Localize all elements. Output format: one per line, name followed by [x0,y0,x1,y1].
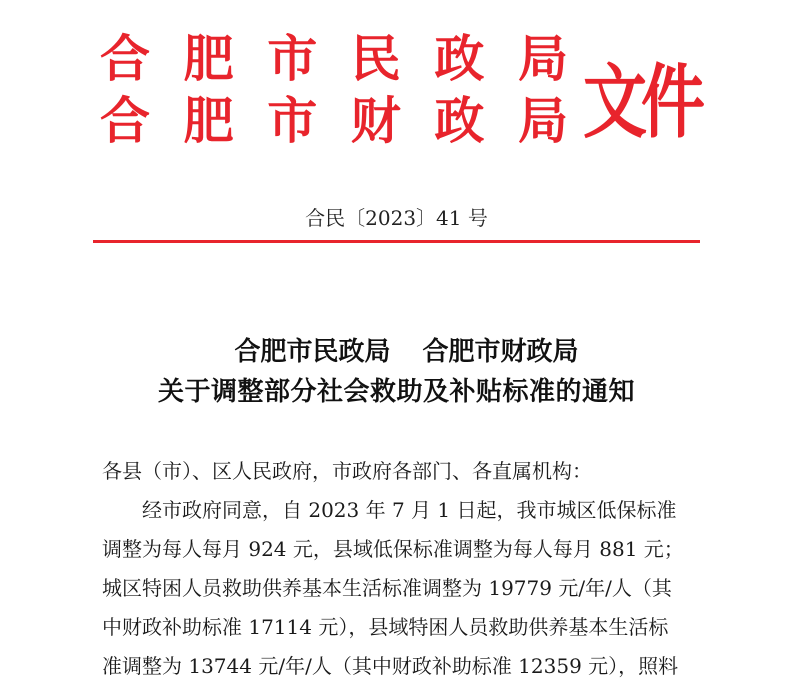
issuer-char: 民 [350,29,401,88]
body-paragraph-line: 调整为每人每月 924 元，县域低保标准调整为每人每月 881 元； [102,537,684,561]
issuer-char: 局 [517,91,568,150]
document-type-label: 文件 [583,56,699,150]
title-issuer-civil-affairs: 合肥市民政局 [234,337,391,367]
notice-title [0,332,793,412]
issuing-authorities [97,28,577,152]
document-body [102,452,702,686]
issuer-line-finance [97,90,571,152]
document-number: 合民〔2023〕41 号 [305,206,488,230]
body-paragraph-line: 经市政府同意，自 2023 年 7 月 1 日起，我市城区低保标准 [142,498,677,522]
salutation: 各县（市）、区人民政府，市政府各部门、各直属机构： [102,459,592,483]
title-issuers [0,332,793,372]
issuer-char: 财 [350,91,401,150]
issuer-char: 政 [434,91,485,150]
issuer-char: 局 [517,29,568,88]
document-header [0,0,793,170]
issuer-char: 市 [267,29,318,88]
issuer-line-civil-affairs [97,28,571,90]
issuer-char: 合 [100,29,150,88]
issuer-char: 政 [434,29,485,88]
title-issuer-finance: 合肥市财政局 [422,337,579,367]
title-subject: 关于调整部分社会救助及补贴标准的通知 [157,377,635,407]
issuer-char: 市 [267,91,318,150]
body-paragraph-line: 中财政补助标准 17114 元），县域特困人员救助供养基本生活标 [102,615,669,639]
body-paragraph-line: 准调整为 13744 元/年/人（其中财政补助标准 12359 元），照料 [102,654,679,678]
issuer-char: 肥 [183,29,234,88]
issuer-char: 合 [100,91,150,150]
issuer-char: 肥 [183,91,234,150]
body-paragraph-line: 城区特困人员救助供养基本生活标准调整为 19779 元/年/人（其 [102,576,672,600]
red-divider-line [93,240,700,243]
